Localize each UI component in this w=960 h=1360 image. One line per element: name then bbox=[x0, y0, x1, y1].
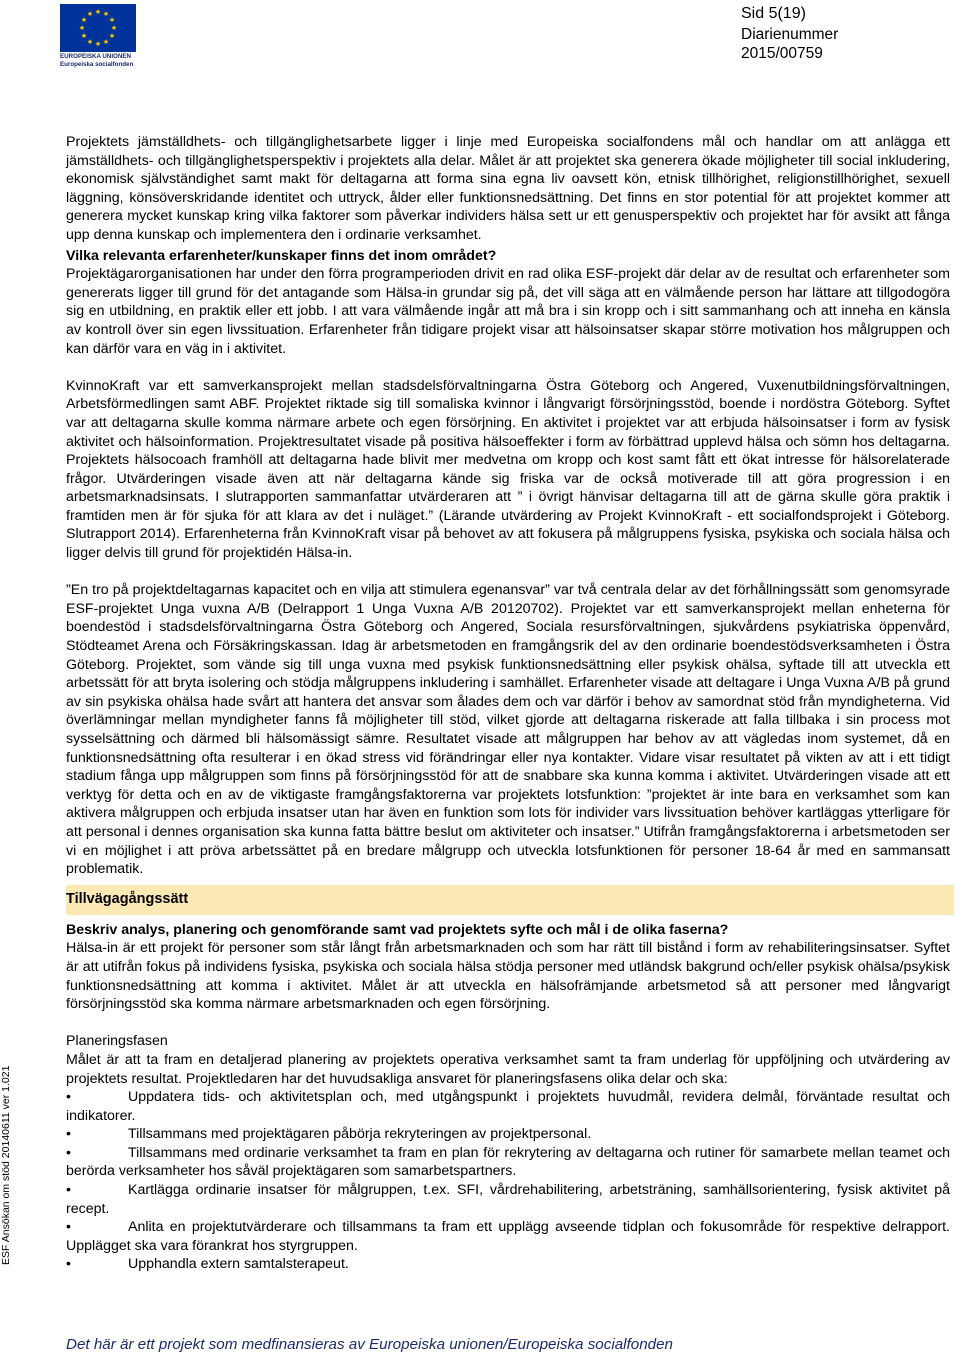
svg-text:★: ★ bbox=[102, 38, 110, 46]
svg-text:★: ★ bbox=[80, 16, 88, 24]
form-version-note: ESF Ansökan om stöd 20140611 ver 1.021 bbox=[0, 1065, 12, 1265]
footer-cofinancing: Det här är ett projekt som medfinansieras av Europeiska unionen/Europeiska socialfonden bbox=[66, 1336, 673, 1353]
svg-text:★: ★ bbox=[86, 38, 94, 46]
list-item: • Anlita en projektutvärderare och tillsammans ta fram ett upplägg avseende tidplan och fokusområde för respektive delrapport. Upplägget ska vara förankrat hos styrgruppen. bbox=[66, 1219, 950, 1254]
svg-text:★: ★ bbox=[80, 32, 88, 40]
document-body bbox=[66, 133, 950, 1274]
logo-org-name: EUROPEISKA UNIONEN bbox=[60, 53, 131, 60]
list-item: • Upphandla extern samtalsterapeut. bbox=[66, 1256, 349, 1273]
logo-fund-name: Europeiska socialfonden bbox=[60, 61, 134, 68]
list-item: • Tillsammans med ordinarie verksamhet ta fram en plan för rekrytering av deltagarna och rutiner för samarbete mellan teamet och berörda verksamheter hos såväl projektägaren som samarbetspartners. bbox=[66, 1144, 950, 1180]
paragraph-kvinnokraft: KvinnoKraft var ett samverkansprojekt mellan stadsdelsförvaltningarna Östra Göteborg och Angered, Vuxenutbildningsförvaltningen, Arbetsförmedlingen samt ABF. Projektet riktade sig till somaliska kvinnor i långvarigt försörjningsstöd, boende i nordöstra Göteborg. Syftet var att deltagarna skulle komma närmare arbete och egen försörjning. En aktivitet i projektet var att erbjuda hälsoinsatser i form av fysisk aktivitet och hälsoinformation. Projektresultatet visade på positiva hälsoeffekter i form av förbättrad upplevd hälsa och sömn hos deltagarna. Projektets hälsocoach framhöll att deltagarna hade blivit mer medvetna om kropp och kost samt fått ett ökat intresse för hälsorelaterade frågor. Utvärderingen visade även att när deltagarna kände sig friska var de också motiverade till att göra progression i en arbetsmarknadsinsats. I slutrapporten sammanfattar utvärderaren att ” i övrigt hänvisar deltagarna till att de gärna skulle göra praktik i framtiden men är för sjuka för att klara av det i nuläget.” (Lärande utvärdering av Projekt KvinnoKraft - ett socialfondsprojekt i Göteborg. Slutrapport 2014). Erfarenheterna från KvinnoKraft visar på behovet av att fokusera på målgruppens fysiska, psykiska och sociala hälsa och ligger delvis till grund för projektidén Hälsa-in. bbox=[66, 377, 950, 562]
paragraph-previous-projects: Projektägarorganisationen har under den förra programperioden drivit en rad olika ESF-projekt där delar av de resultat och erfarenheter som genererats ligger till grund för det antagande som Hälsa-in grundar sig på, det vill säga att en välmående person har lättare att tillgodogöra sig en utbildning, en praktik eller ett jobb. I att vara välmående ingår att må bra i sin kropp och i sitt sammanhang och att inneha en känsla av kontroll över sin egen livssituation. Erfarenheter från tidigare projekt visar att hälsoinsatser skapar större motivation hos målgruppen och kan därför vara en väg in i aktivitet. bbox=[66, 266, 950, 357]
list-item: • Uppdatera tids- och aktivitetsplan och, med utgångspunkt i projektets huvudmål, revidera delmål, förväntade resultat och indikatorer. bbox=[66, 1089, 950, 1124]
spacer bbox=[66, 563, 950, 582]
svg-text:★: ★ bbox=[94, 40, 102, 48]
phase-title: Planeringsfasen bbox=[66, 1033, 168, 1050]
spacer bbox=[66, 358, 950, 377]
eu-flag-icon bbox=[60, 4, 136, 52]
svg-text:★: ★ bbox=[110, 24, 118, 32]
svg-text:★: ★ bbox=[94, 8, 102, 16]
svg-text:★: ★ bbox=[102, 10, 110, 18]
question-experience: Vilka relevanta erfarenheter/kunskaper finns det inom området? bbox=[66, 247, 497, 264]
paragraph-planning: Målet är att ta fram en detaljerad planering av projektets operativa verksamhet samt ta fram underlag för uppföljning och utvärdering av projektets resultat. Projektledaren har det huvudsakliga ansvaret för planeringsfasens olika delar och ska: bbox=[66, 1051, 950, 1087]
spacer bbox=[66, 1014, 950, 1033]
svg-text:★: ★ bbox=[78, 24, 86, 32]
document-header bbox=[741, 4, 838, 63]
svg-text:★: ★ bbox=[108, 32, 116, 40]
svg-text:★: ★ bbox=[86, 10, 94, 18]
paragraph-unga-vuxna: ”En tro på projektdeltagarnas kapacitet och en vilja att stimulera egenansvar” var två centrala delar av det förhållningssätt som genomsyrade ESF-projektet Unga vuxna A/B (Delrapport 1 Unga Vuxna A/B 20120702). Projektet var ett samverkansprojekt mellan enheterna för boendestöd i stadsdelsförvaltningarna Östra Göteborg och Angered, Sociala resursförvaltningen, sjukvårdens psykiatriska öppenvård, Stödteamet Arena och Försäkringskassan. Idag är arbetsmetoden en framgångsrik del av den ordinarie boendestödsverksamheten i Östra Göteborg. Projektet, som vände sig till unga vuxna med psykisk funktionsnedsättning eller psykisk ohälsa, syftade till att utveckla ett arbetssätt för att bryta isolering och stödja målgruppens inkludering i samhället. Erfarenheter visade att deltagare i Unga Vuxna A/B på grund av sin psykiska ohälsa hade svårt att hantera det ansvar som ålades dem och var därför i behov av samordnat stöd från myndigheterna. Vid överlämningar mellan myndigheter fanns få möjligheter till stöd, vilket gjorde att deltagarna riskerade att falla tillbaka i sin process mot sysselsättning och därmed bli hälsomässigt sämre. Resultatet visade att målgruppen har behov av att vägledas inom systemet, då en funktionsnedsättning ofta resulterar i en ökad stress vid förändringar eller nya kontakter. Vidare visar resultatet på vikten av att i ett tidigt stadium fånga upp målgruppen som finns på försörjningsstöd för att de snabbare ska kunna komma i aktivitet. Utvärderingen visade att ett verktyg för detta och en av de viktigaste framgångsfaktorerna var projektets lotsfunktion: ”projektet är inte bara en verksamhet som kan aktivera målgruppen och erbjuda insatser utan har även en funktion som lots för individer vars livssituation behöver kartläggas ytterligare för att personal i dennes organisation ska kunna fatta bättre beslut om aktiviteter och insatser.” Utifrån framgångsfaktorerna i arbetsmetoden ser vi en möjlighet i att pröva arbetssättet på en bredare målgrupp och utveckla lotsfunktionen för personer 18-64 år med en sammansatt problematik. bbox=[66, 582, 950, 878]
paragraph-purpose: Hälsa-in är ett projekt för personer som står långt från arbetsmarknaden och som har rätt till bistånd i form av rehabiliteringsinsatser. Syftet är att utifrån fokus på individens fysiska, psykiska och sociala hälsa stödja personer med utländsk bakgrund och/eller psykisk ohälsa/psykisk funktionsnedsättning att komma i aktivitet. Målet är att utveckla en hälsofrämjande arbetsmetod så att personer med långvarigt försörjningsstöd ska komma närmare arbetsmarknaden och egen försörjning. bbox=[66, 940, 950, 1013]
diarie-number: 2015/00759 bbox=[741, 45, 823, 62]
svg-text:★: ★ bbox=[108, 16, 116, 24]
page-number: Sid 5(19) bbox=[741, 5, 806, 22]
diarie-label: Diarienummer bbox=[741, 26, 839, 43]
question-phases: Beskriv analys, planering och genomförande samt vad projektets syfte och mål i de olika faserna? bbox=[66, 921, 729, 938]
section-heading: Tillvägagångssätt bbox=[66, 885, 954, 915]
paragraph-gender-equality: Projektets jämställdhets- och tillgänglighetsarbete ligger i linje med Europeiska socialfondens mål och handlar om att anlägga ett jämställdhets- och tillgänglighetsperspektiv i projektets alla delar. Målet är att projektet ska generera ökade möjligheter till social inkludering, ekonomisk självständighet samt makt för deltagarna att forma sina egna liv oavsett kön, etnisk tillhörighet, religionstillhörighet, sexuell läggning, könsöverskridande identitet och uttryck, ålder eller funktionsnedsättning. Det finns en stor potential för att projektet kommer att generera mycket kunskap kring vilka faktorer som påverkar individers hälsa sett ur ett genusperspektiv och projektet har för avsikt att fånga upp denna kunskap och implementera den i ordinarie verksamhet. bbox=[66, 134, 950, 243]
eu-logo bbox=[60, 4, 138, 68]
list-item: • Tillsammans med projektägaren påbörja rekryteringen av projektpersonal. bbox=[66, 1126, 592, 1143]
bullet-list bbox=[66, 1088, 950, 1274]
list-item: • Kartlägga ordinarie insatser för målgruppen, t.ex. SFI, vårdrehabilitering, arbetsträning, samhällsorientering, fysisk aktivitet på recept. bbox=[66, 1182, 950, 1217]
